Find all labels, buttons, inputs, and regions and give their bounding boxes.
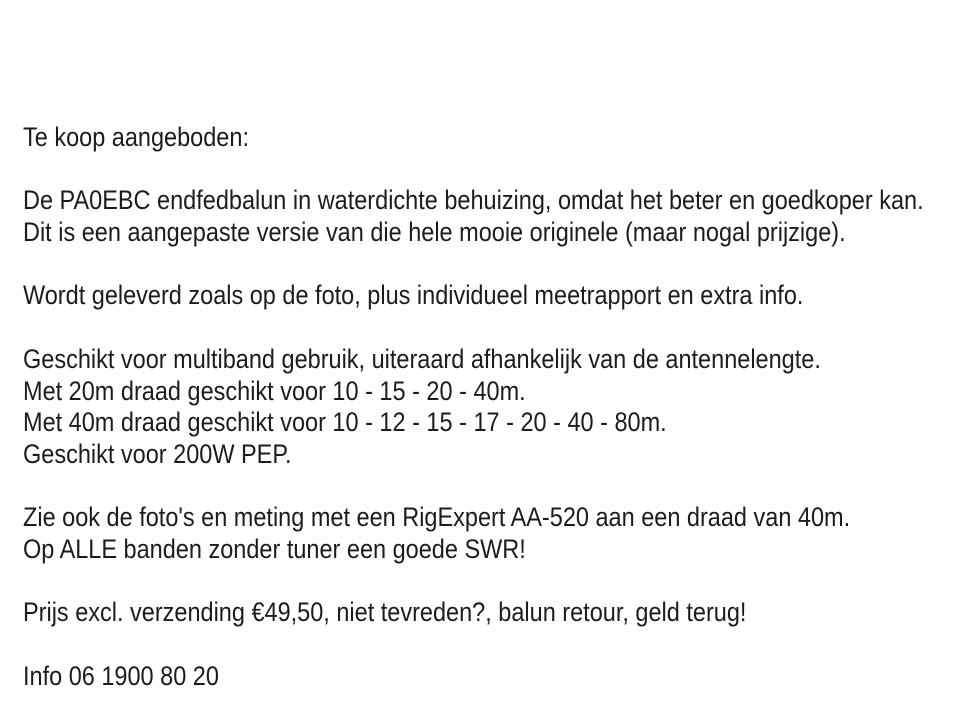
paragraph-contact-info bbox=[23, 661, 924, 693]
paragraph-delivery-info bbox=[23, 280, 924, 312]
text-line: Op ALLE banden zonder tuner een goede SWR! bbox=[23, 534, 526, 565]
text-line: Wordt geleverd zoals op de foto, plus individueel meetrapport en extra info. bbox=[23, 280, 804, 311]
text-line: Dit is een aangepaste versie van die hele mooie originele (maar nogal prijzige). bbox=[23, 217, 846, 248]
paragraph-sale-header bbox=[23, 122, 924, 154]
ad-text-block bbox=[23, 122, 924, 693]
paragraph-multiband-specs bbox=[23, 344, 924, 471]
text-line: Met 40m draad geschikt voor 10 - 12 - 15 - 17 - 20 - 40 - 80m. bbox=[23, 407, 667, 438]
text-line: Geschikt voor multiband gebruik, uiteraard afhankelijk van de antennelengte. bbox=[23, 343, 821, 374]
paragraph-product-description bbox=[23, 185, 924, 248]
text-line: Geschikt voor 200W PEP. bbox=[23, 438, 292, 469]
text-line: De PA0EBC endfedbalun in waterdichte behuizing, omdat het beter en goedkoper kan. bbox=[23, 185, 924, 216]
text-line: Prijs excl. verzending €49,50, niet tevreden?, balun retour, geld terug! bbox=[23, 597, 747, 628]
text-line: Zie ook de foto's en meting met een RigExpert AA-520 aan een draad van 40m. bbox=[23, 502, 851, 533]
text-line: Te koop aangeboden: bbox=[23, 122, 249, 152]
paragraph-measurement-info bbox=[23, 502, 924, 565]
text-line: Met 20m draad geschikt voor 10 - 15 - 20 - 40m. bbox=[23, 375, 526, 406]
paragraph-price-info bbox=[23, 597, 924, 629]
text-line: Info 06 1900 80 20 bbox=[23, 660, 219, 691]
